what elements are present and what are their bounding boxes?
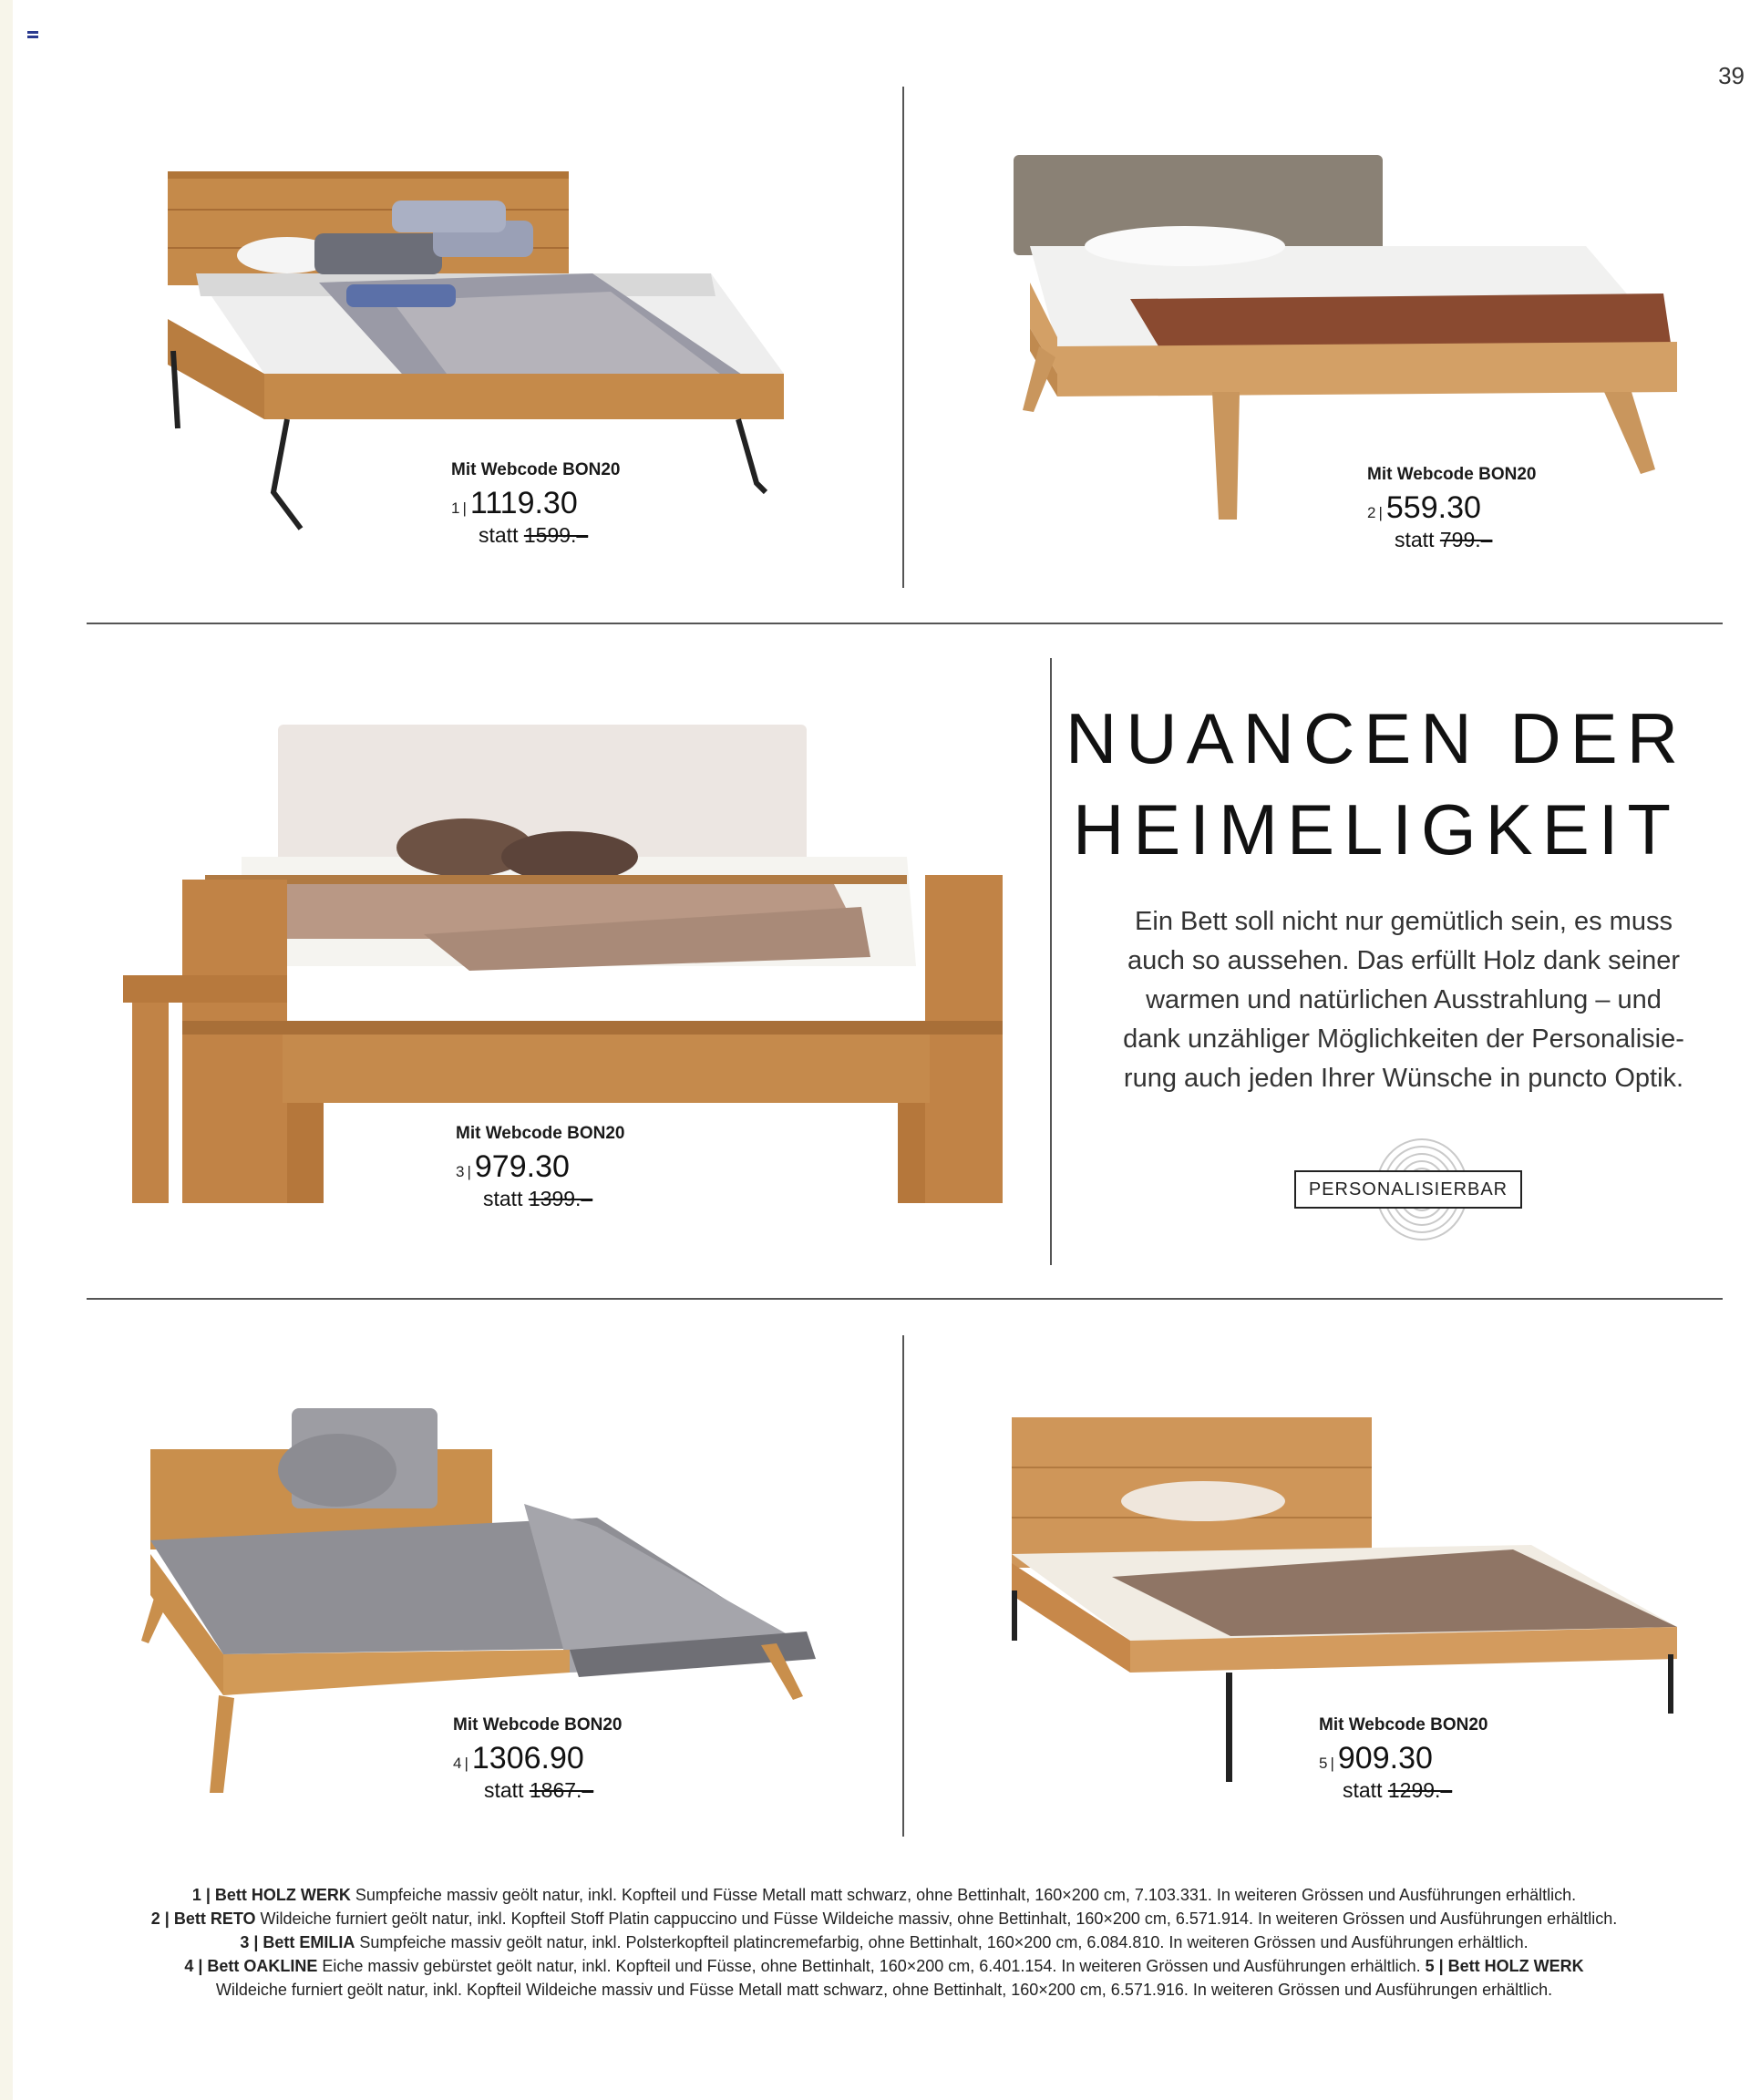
page-number: 39 bbox=[1718, 62, 1745, 89]
webcode-label: Mit Webcode BON20 bbox=[453, 1715, 623, 1735]
old-price: 1867.– bbox=[529, 1778, 594, 1802]
price: 559.30 bbox=[1385, 490, 1481, 525]
divider-horizontal-bottom bbox=[87, 1298, 1723, 1300]
intro-line: Ein Bett soll nicht nur gemütlich sein, es muss bbox=[1135, 907, 1673, 936]
price: 1119.30 bbox=[469, 486, 578, 520]
webcode-label: Mit Webcode BON20 bbox=[456, 1124, 625, 1143]
old-price: 1299.– bbox=[1387, 1778, 1453, 1802]
personalisierbar-badge[interactable]: PERSONALISIERBAR bbox=[1294, 1170, 1522, 1209]
price-block-2: Mit Webcode BON20 2 | 559.30 statt 799.– bbox=[1367, 465, 1537, 551]
price-block-3: Mit Webcode BON20 3 | 979.30 statt 1399.– bbox=[456, 1124, 625, 1210]
product-number: 1 bbox=[451, 499, 460, 517]
page-edge bbox=[0, 0, 13, 2100]
statt-label: statt bbox=[1395, 528, 1435, 551]
intro-paragraph bbox=[1085, 902, 1723, 1098]
footer-product-2-name: 2 | Bett RETO bbox=[150, 1910, 256, 1928]
footer-product-4-text: Eiche massiv gebürstet geölt natur, inkl. Kopfteil und Füsse, ohne Bettinhalt, 160×200 cm, 6.401.154. In weiteren Grössen und Ausführungen erhältlich. bbox=[317, 1957, 1421, 1975]
price: 909.30 bbox=[1337, 1741, 1433, 1776]
intro-line: warmen und natürlichen Ausstrahlung – und bbox=[1146, 985, 1662, 1014]
old-price: 1399.– bbox=[528, 1187, 593, 1210]
footer-product-3-name: 3 | Bett EMILIA bbox=[240, 1933, 355, 1951]
divider-vertical-bottom bbox=[902, 1335, 904, 1837]
footer-product-5-text: Wildeiche furniert geölt natur, inkl. Kopfteil Wildeiche massiv und Füsse Metall matt schwarz, ohne Bettinhalt, 160×200 cm, 6.571.916. In weiteren Grössen und Ausführungen erhältlich. bbox=[215, 1981, 1553, 1999]
statt-label: statt bbox=[484, 1778, 524, 1802]
old-price: 799.– bbox=[1439, 528, 1493, 551]
old-price: 1599.– bbox=[523, 523, 589, 547]
intro-line: auch so aussehen. Das erfüllt Holz dank seiner bbox=[1127, 946, 1681, 975]
webcode-label: Mit Webcode BON20 bbox=[1367, 465, 1537, 484]
price-block-1: Mit Webcode BON20 1 | 1119.30 statt 1599.– bbox=[451, 460, 621, 547]
divider-horizontal-top bbox=[87, 623, 1723, 624]
footer-product-1-name: 1 | Bett HOLZ WERK bbox=[191, 1886, 351, 1904]
price: 979.30 bbox=[474, 1149, 570, 1184]
product-number: 5 bbox=[1319, 1755, 1328, 1772]
headline-line-2: HEIMELIGKEIT bbox=[1072, 789, 1681, 870]
footer-product-2-text: Wildeiche furniert geölt natur, inkl. Kopfteil Stoff Platin cappuccino und Füsse Wildeiche massiv, ohne Bettinhalt, 160×200 cm, 6.571.914. In weiteren Grössen und Ausführungen erhältlich. bbox=[255, 1910, 1618, 1928]
webcode-label: Mit Webcode BON20 bbox=[451, 460, 621, 479]
footer-product-5-name: 5 | Bett HOLZ WERK bbox=[1420, 1957, 1584, 1975]
webcode-label: Mit Webcode BON20 bbox=[1319, 1715, 1488, 1735]
statt-label: statt bbox=[479, 523, 519, 547]
headline bbox=[1030, 693, 1723, 875]
price-block-4: Mit Webcode BON20 4 | 1306.90 statt 1867.– bbox=[453, 1715, 623, 1802]
product-number: 4 bbox=[453, 1755, 462, 1772]
flag-icon-stripe bbox=[27, 36, 38, 38]
product-number: 2 bbox=[1367, 504, 1376, 521]
intro-line: dank unzähliger Möglichkeiten der Personalisie- bbox=[1123, 1024, 1684, 1054]
product-descriptions bbox=[55, 1883, 1714, 2002]
flag-icon bbox=[27, 31, 38, 34]
statt-label: statt bbox=[1343, 1778, 1383, 1802]
bed-reto-image[interactable] bbox=[1003, 146, 1695, 529]
footer-product-1-text: Sumpfeiche massiv geölt natur, inkl. Kopfteil und Füsse Metall matt schwarz, ohne Bettinhalt, 160×200 cm, 7.103.331. In weiteren Grössen und Ausführungen erhältlich. bbox=[350, 1886, 1577, 1904]
product-number: 3 bbox=[456, 1163, 465, 1180]
footer-product-4-name: 4 | Bett OAKLINE bbox=[184, 1957, 318, 1975]
statt-label: statt bbox=[483, 1187, 523, 1210]
intro-line: rung auch jeden Ihrer Wünsche in puncto Optik. bbox=[1123, 1064, 1684, 1093]
headline-line-1: NUANCEN DER bbox=[1065, 698, 1688, 778]
footer-product-3-text: Sumpfeiche massiv geölt natur, inkl. Polsterkopfteil platincremefarbig, ohne Bettinhalt, 160×200 cm, 6.084.810. In weiteren Grössen und Ausführungen erhältlich. bbox=[355, 1933, 1529, 1951]
price-block-5: Mit Webcode BON20 5 | 909.30 statt 1299.– bbox=[1319, 1715, 1488, 1802]
divider-vertical-top bbox=[902, 87, 904, 588]
price: 1306.90 bbox=[471, 1741, 584, 1776]
